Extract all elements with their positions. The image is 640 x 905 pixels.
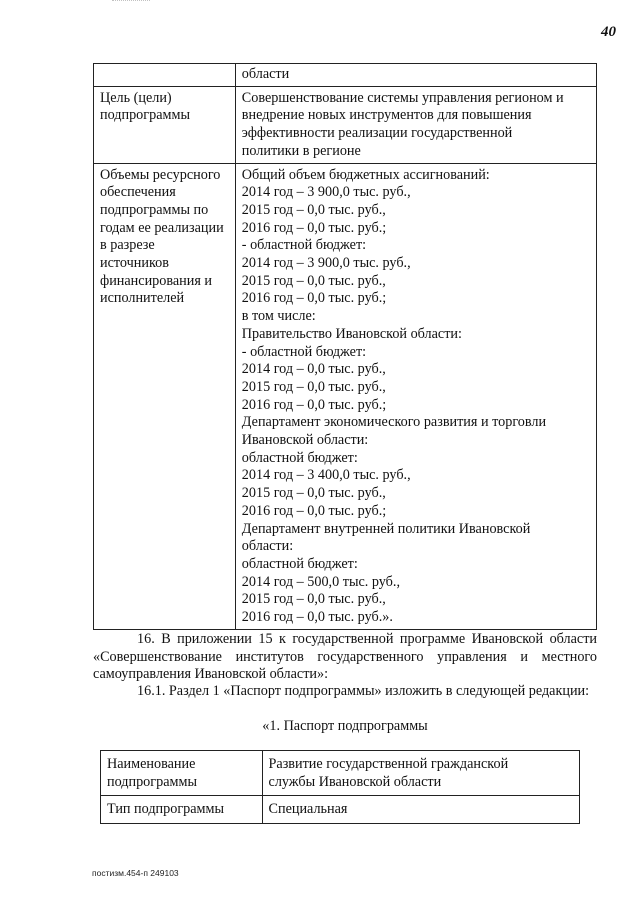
text-line: подпрограммы [107, 773, 197, 790]
table-row [94, 163, 597, 629]
text-line: финансирования и [100, 272, 213, 289]
paragraph-16: 16. В приложении 15 к государственной программе Ивановской области «Совершенствование институтов государственного управления и местного самоуправления Ивановской области»: [93, 631, 597, 682]
text-line: Ивановской области: [241, 432, 369, 449]
text-line: Объемы ресурсного [100, 166, 221, 183]
text-line: в том числе: [241, 308, 316, 325]
text-line: 2015 год – 0,0 тыс. руб., [241, 591, 386, 608]
goal-label [94, 86, 236, 163]
subprogram-passport-table-continued [93, 63, 597, 630]
goal-value [235, 86, 596, 163]
text-line: 2016 год – 0,0 тыс. руб.; [241, 290, 387, 307]
subprogram-name-label [101, 751, 263, 796]
text-line: - областной бюджет: [241, 343, 367, 360]
text-line: подпрограммы по [100, 201, 209, 218]
page-number: 40 [601, 24, 616, 40]
text-line: 2016 год – 0,0 тыс. руб.; [241, 396, 387, 413]
subprogram-type-value: Специальная [262, 796, 579, 824]
table-cell-value: области [235, 64, 596, 87]
table-row [101, 796, 580, 824]
table-row [94, 86, 597, 163]
footer-code: постизм.454-п 249103 [92, 868, 179, 878]
table-row [101, 751, 580, 796]
table-cell-label [94, 64, 236, 87]
text-line: службы Ивановской области [268, 773, 442, 790]
text-line: эффективности реализации государственной [241, 125, 513, 142]
text-line: Совершенствование системы управления регионом и [241, 89, 564, 106]
text-line: 2015 год – 0,0 тыс. руб., [241, 201, 386, 218]
text-line: областной бюджет: [241, 555, 358, 572]
text-line: Правительство Ивановской области: [241, 325, 462, 342]
text-line: 2016 год – 0,0 тыс. руб.». [241, 609, 393, 626]
text-line: источников [100, 255, 169, 272]
subprogram-passport-table [100, 750, 580, 824]
funding-value [235, 163, 596, 629]
text-line: исполнителей [100, 290, 185, 307]
text-line: 2016 год – 0,0 тыс. руб.; [241, 502, 387, 519]
text-line: внедрение новых инструментов для повышения [241, 107, 532, 124]
text-line: обеспечения [100, 184, 176, 201]
section-heading: «1. Паспорт подпрограммы [262, 718, 428, 734]
text-line: областной бюджет: [241, 449, 358, 466]
subprogram-name-value [262, 751, 579, 796]
text-line: области: [241, 538, 294, 555]
text-line: 2014 год – 3 900,0 тыс. руб., [241, 184, 411, 201]
funding-label [94, 163, 236, 629]
text-line: 2014 год – 500,0 тыс. руб., [241, 573, 400, 590]
text-line: Общий объем бюджетных ассигнований: [241, 166, 490, 183]
text-line: Развитие государственной гражданской [268, 756, 509, 772]
text-line: Цель (цели) [100, 89, 172, 106]
text-line: годам ее реализации [100, 219, 224, 236]
text-line: Наименование [107, 756, 196, 772]
text-line: - областной бюджет: [241, 237, 367, 254]
text-line: 2014 год – 0,0 тыс. руб., [241, 361, 386, 378]
scan-artifact [112, 0, 150, 6]
text-line: 2014 год – 3 900,0 тыс. руб., [241, 255, 411, 272]
text-line: политики в регионе [241, 142, 361, 159]
text-line: 2015 год – 0,0 тыс. руб., [241, 485, 386, 502]
text-line: подпрограммы [100, 107, 190, 124]
paragraph-16-1: 16.1. Раздел 1 «Паспорт подпрограммы» изложить в следующей редакции: [137, 683, 590, 699]
table-row [94, 64, 597, 87]
subprogram-type-label: Тип подпрограммы [101, 796, 263, 824]
text-line: 2015 год – 0,0 тыс. руб., [241, 378, 386, 395]
text-line: 2014 год – 3 400,0 тыс. руб., [241, 467, 411, 484]
text-line: Департамент внутренней политики Ивановской [241, 520, 531, 537]
text-line: Департамент экономического развития и торговли [241, 414, 547, 431]
text-line: 2015 год – 0,0 тыс. руб., [241, 272, 386, 289]
text-line: 2016 год – 0,0 тыс. руб.; [241, 219, 387, 236]
text-line: в разрезе [100, 237, 155, 254]
